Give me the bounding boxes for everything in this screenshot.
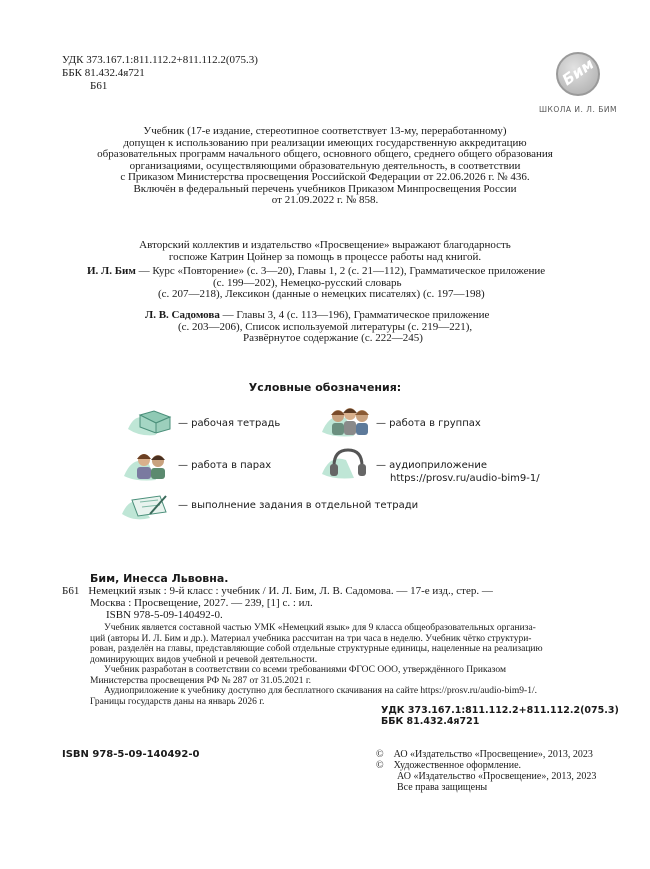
- annotation-line: Министерства просвещения РФ № 287 от 31.05.2021 г.: [90, 675, 312, 686]
- author-sadomova: [145, 310, 489, 345]
- biblio-imprint: Москва : Просвещение, 2027. — 239, [1] с. : ил.: [90, 597, 313, 609]
- author-name: И. Л. Бим: [87, 265, 136, 277]
- annotation-line: ций (авторы И. Л. Бим и др.). Материал учебника рассчитан на три часа в неделю. Учебник чётко структури-: [90, 633, 532, 644]
- biblio-udk: УДК 373.167.1:811.112.2+811.112.2(075.3): [381, 705, 619, 716]
- approval-block: [40, 126, 610, 207]
- udk-block: [62, 54, 258, 93]
- biblio-bbk: ББК 81.432.4я721: [381, 716, 480, 727]
- bibliographic-record: [62, 573, 622, 621]
- legend-title: Условные обозначения:: [248, 381, 402, 394]
- ack-line: Авторский коллектив и издательство «Просвещение» выражают благодарность: [139, 239, 511, 251]
- legend-separate: — выполнение задания в отдельной тетради: [178, 500, 419, 511]
- bbk-code: ББК 81.432.4я721: [62, 67, 145, 79]
- copyright-line: АО «Издательство «Просвещение», 2013, 2023: [397, 771, 597, 782]
- author-credit: — Главы 3, 4 (с. 113—196), Грамматическое приложение: [219, 309, 490, 321]
- copyright-block: [376, 749, 596, 793]
- biblio-title: Немецкий язык : 9-й класс : учебник / И. Л. Бим, Л. В. Садомова. — 17-е изд., стер. —: [88, 585, 493, 597]
- biblio-author: Бим, Инесса Львовна.: [90, 572, 229, 585]
- annotation-line: рован, разделён на главы, представляющие собой отдельные структурные единицы, нацеленные на реализацию: [90, 644, 543, 654]
- copyright-line: Все права защищены: [397, 782, 488, 793]
- author-name: Л. В. Садомова: [145, 309, 220, 321]
- approval-line: с Приказом Министерства просвещения Российской Федерации от 22.06.2026 г. № 436.: [120, 171, 530, 183]
- copyright-line: Художественное оформление.: [393, 760, 522, 771]
- copyright-sign: ©: [376, 749, 384, 760]
- author-credit: (с. 207—218), Лексикон (данные о немецких писателях) (с. 197—198): [158, 288, 485, 300]
- legend-audio: — аудиоприложение: [376, 460, 488, 471]
- workbook-icon: [126, 403, 176, 439]
- logo-caption: ШКОЛА И. Л. БИМ: [539, 105, 617, 114]
- approval-line: Включён в федеральный перечень учебников Приказом Минпросвещения России: [133, 182, 517, 195]
- annotation-line: Учебник разработан в соответствии со всеми требованиями ФГОС ООО, утверждённого Приказом: [104, 665, 506, 675]
- author-credit: (с. 203—206), Список используемой литературы (с. 219—221),: [178, 320, 473, 333]
- ack-line: госпоже Катрин Цойнер за помощь в процессе работы над книгой.: [168, 250, 482, 263]
- annotation-line: Аудиоприложение к учебнику доступно для бесплатного скачивания на сайте https://prosv.ru/audio-bim9-1/.: [104, 686, 537, 696]
- biblio-isbn: ISBN 978-5-09-140492-0.: [106, 609, 223, 621]
- school-logo: [534, 52, 622, 114]
- author-credit: — Курс «Повторение» (с. 3—20), Главы 1, 2 (с. 21—112), Грамматическое приложение: [135, 265, 546, 277]
- legend-pairs: — работа в парах: [178, 460, 272, 471]
- separate-notebook-icon: [120, 488, 174, 522]
- logo-emblem-icon: [556, 52, 600, 96]
- biblio-code: Б61: [62, 585, 80, 597]
- annotation-line: Границы государств даны на январь 2026 г.: [90, 696, 265, 707]
- legend-groups: — работа в группах: [376, 418, 481, 429]
- annotation-line: доминирующих видов учебной и речевой деятельности.: [90, 654, 318, 665]
- approval-line: Учебник (17-е издание, стереотипное соответствует 13-му, переработанному): [143, 125, 507, 137]
- approval-line: допущен к использованию при реализации имеющих государственную аккредитацию: [123, 136, 527, 149]
- biblio-index-codes: [381, 705, 619, 727]
- approval-line: организациями, осуществляющими образовательную деятельность, в соответствии: [129, 159, 521, 172]
- author-credit: Развёрнутое содержание (с. 222—245): [243, 332, 423, 344]
- approval-line: от 21.09.2022 г. № 858.: [271, 194, 379, 206]
- audio-link[interactable]: https://prosv.ru/audio-bim9-1/: [390, 473, 540, 484]
- group-work-icon: [320, 402, 374, 438]
- legend-workbook: — рабочая тетрадь: [178, 418, 281, 429]
- author-sign: Б61: [90, 80, 108, 92]
- acknowledgement: [40, 240, 610, 263]
- author-credit: (с. 199—202), Немецко-русский словарь: [213, 276, 402, 289]
- audio-headphones-icon: [320, 444, 372, 482]
- approval-line: образовательных программ начального общего, основного общего, среднего общего образования: [97, 148, 553, 160]
- footer-isbn: ISBN 978-5-09-140492-0: [62, 749, 200, 760]
- udk-code: УДК 373.167.1:811.112.2+811.112.2(075.3): [62, 54, 258, 66]
- biblio-annotation: [90, 623, 620, 707]
- pair-work-icon: [122, 446, 176, 482]
- author-bim: [87, 266, 545, 301]
- annotation-line: Учебник является составной частью УМК «Немецкий язык» для 9 класса общеобразовательных организа-: [104, 623, 536, 633]
- copyright-line: АО «Издательство «Просвещение», 2013, 2023: [393, 749, 593, 760]
- logo-mark: Бим: [558, 54, 598, 90]
- copyright-sign: ©: [376, 760, 384, 771]
